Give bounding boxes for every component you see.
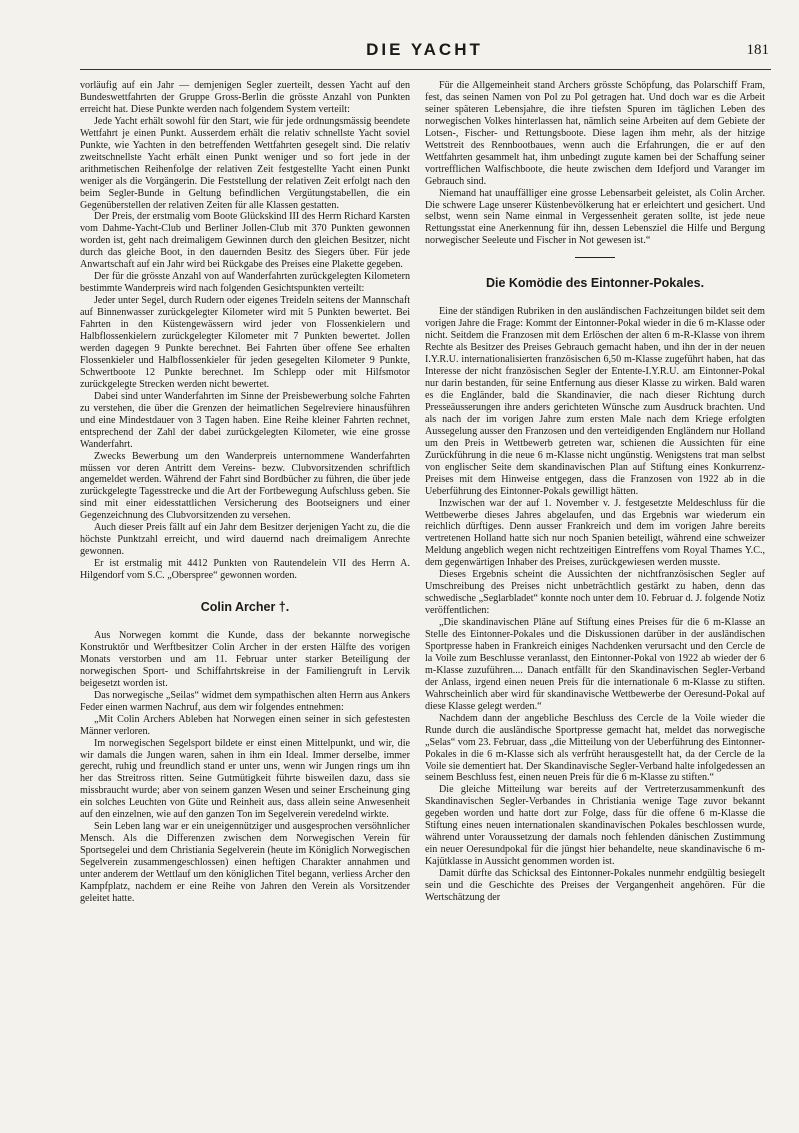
paragraph: Zwecks Bewerbung um den Wanderpreis unternommene Wanderfahrten müssen vor deren Antritt dem Vereins- bezw. Clubvorsitzenden schriftlich angemeldet werden. Während der Fahrt sind Bordbücher zu führen, die über jede zurückgelegte Tagesstrecke und die Art der Fortbewegung Aufschluss geben. Sie sind mit einer eidesstattlichen Versicherung des Bootseigners und einer Gegenzeichnung des Clubvorsitzenden zu versehen.: [80, 450, 410, 522]
paragraph: Das norwegische „Seilas“ widmet dem sympathischen alten Herrn aus Ankers Feder einen warmen Nachruf, aus dem wir folgendes entnehmen:: [80, 689, 410, 713]
page-number: 181: [746, 42, 769, 58]
left-column: [80, 80, 410, 905]
paragraph: Damit dürfte das Schicksal des Eintonner-Pokales nunmehr endgültig besiegelt sein und die Geschichte des Preises der Vergangenheit angehören. Für die Wertschätzung der: [425, 868, 765, 903]
right-column: [425, 80, 765, 904]
journal-title: DIE YACHT: [366, 40, 483, 59]
paragraph: vorläufig auf ein Jahr — demjenigen Segler zuerteilt, dessen Yacht auf den Bundeswettfahrten der Gruppe Gross-Berlin die grösste Anzahl von Punkten erreicht hat. Diese Punkte werden nach folgendem System verteilt:: [80, 80, 410, 115]
paragraph: Der für die grösste Anzahl von auf Wanderfahrten zurückgelegten Kilometern bestimmte Wanderpreis wird nach folgenden Gesichtspunkten verteilt:: [80, 271, 410, 295]
paragraph: Jede Yacht erhält sowohl für den Start, wie für jede ordnungsmässig beendete Wettfahrt je einen Punkt. Ausserdem erhält die relativ schnellste Yacht soviel Punkte, wie Yachten in den betreffenden Wettfahrten gesegelt sind. Die relativ zweitschnellste Yacht erhält einen Punkt weniger und so fort jede in der arithmetischen Reihenfolge der relativen Zeit festgestellte Yacht einen Punkt weniger als die Vorgängerin. Die Feststellung der relativen Zeit erfolgt nach den beim Segler-Bunde in Geltung befindlichen Vergütungstabellen, die ein Gegenüberstellen der relativen Zeiten für alle Klassen gestatten.: [80, 115, 410, 211]
paragraph: Aus Norwegen kommt die Kunde, dass der bekannte norwegische Konstruktör und Werftbesitzer Colin Archer in der ersten Hälfte des vorigen Monats verstorben und am 11. Februar unter starker Beteiligung der norwegischen Sport- und Schiffahrtskreise in der Familiengruft in Lervik beigesetzt worden ist.: [80, 629, 410, 689]
paragraph: Er ist erstmalig mit 4412 Punkten von Rautendelein VII des Herrn A. Hilgendorf vom S.C. „Oberspree“ gewonnen worden.: [80, 558, 410, 582]
paragraph: Dieses Ergebnis scheint die Aussichten der nichtfranzösischen Segler auf Umschreibung des Preises nicht unbeträchtlich gestärkt zu haben, denn das schwedische „Seglarbladet“ konnte noch unter dem 10. Februar d. J. folgende Notiz veröffentlichen:: [425, 569, 765, 617]
page-header: [80, 40, 769, 62]
paragraph: Niemand hat unauffälliger eine grosse Lebensarbeit geleistet, als Colin Archer. Die schwere Lage unserer Küstenbevölkerung hat er erleichtert und gesichert. Und selbst, wenn sein Name einmal in Vergessenheit geraten sollte, ist jede neue Rettungsstat eine Anerkennung für ihn, dessen Lebensziel die Hilfe und Bergung norwegischer Seeleute und Fischer in Not gewesen ist.“: [425, 187, 765, 247]
paragraph: Für die Allgemeinheit stand Archers grösste Schöpfung, das Polarschiff Fram, fest, das seinen Namen von Pol zu Pol getragen hat. Und doch war es die Arbeit seiner späteren Lebensjahre, die ihre tiefsten Spuren im täglichen Leben des norwegischen Volkes hinterlassen hat, nämlich seine Arbeiten auf dem Gebiete der Lotsen-, Fischer- und Rettungsboote. Diese lagen ihm mehr, als der hitzige Wettstreit des Rennbootbaues, wenn auch die Erfahrungen, die er auf den Wettfahrten gesammelt hat, ihm unbedingt zugute kamen bei der Schaffung seiner vortrefflichen Walfischboote, die heute zwischen dem Idefjord und Varanger im Gebrauch sind.: [425, 80, 765, 187]
paragraph: Der Preis, der erstmalig vom Boote Glückskind III des Herrn Richard Karsten vom Dahme-Yacht-Club und Berliner Jollen-Club mit 370 Punkten gewonnen worden ist, geht nach dreimaligem Gewinnen durch den gleichen Besitzer, nicht durch das gleiche Boot, in den dauernden Besitz des Siegers über. Für jede Anwartschaft auf ein Jahr wird bei Rückgabe des Preises eine Plakette gegeben.: [80, 211, 410, 271]
section-heading-eintonner-pokal: Die Komödie des Eintonner-Pokales.: [485, 276, 705, 291]
paragraph: „Mit Colin Archers Ableben hat Norwegen einen seiner in sich gefestesten Männer verloren.: [80, 713, 410, 737]
paragraph: Im norwegischen Segelsport bildete er einst einen Mittelpunkt, und wir, die wir damals die Jungen waren, sahen in ihm ein Ideal. Immer derselbe, immer gerecht, ruhig und freundlich stand er unter uns, wenn wir Jungen rings um ihn her das Streitross ritten. Seine Gutmütigkeit führte bisweilen dazu, dass sie missbraucht wurde; aber von seinem ganzen Wesen und seiner Erscheinung ging ein solches Leuchten von Güte und Reinheit aus, dass allein seine Anwesenheit auf den einzelnen, wie auf den ganzen Ton im Segelverein veredelnd wirkte.: [80, 737, 410, 821]
paragraph: Eine der ständigen Rubriken in den ausländischen Fachzeitungen bildet seit dem vorigen Jahre die Frage: Kommt der Eintonner-Pokal wieder in die 6 m-Klasse oder nicht. Seitdem die Franzosen mit dem Erlöschen der alten 6 m-R-Klasse von ihrem Rechte als Besitzer des Preises Gebrauch gemacht haben, und ihn der in der neuen I.Y.R.U. internationalisierten französischen 6,50 m-Klasse zugeführt haben, hat das Interesse der nicht französischen Segler der Entente-I.Y.R.U. am Eintonner-Pokal nur darin bestanden, für seine Entfernung aus dieser Klasse zu wirken. Bald waren es die Engländer, bald die Skandinavier, die nach dieser Richtung durch Presseäusserungen ihre anders gerichteten Wünsche zum Ausdruck brachten. Und als nach der im vorigen Jahre zum ersten Male nach dem Kriege erfolgten Aussegelung ausser den Franzosen und den verteidigenden Engländern nur Holland um den Preis in Wettbewerb getreten war, schienen die Aussichten für eine Zurückführung in die neue 6 m-Klasse nicht ungünstig. Wenigstens trat man selbst von englischer Seite dem skandinavischen Plan auf Stiftung eines Konkurrenz-Preises mit dem Hinweise entgegen, dass die Franzosen von 1922 ab in die Ueberführung des Eintonner-Pokals gewilligt hätten.: [425, 306, 765, 497]
paragraph: „Die skandinavischen Pläne auf Stiftung eines Preises für die 6 m-Klasse an Stelle des Eintonner-Pokales und die Diskussionen darüber in der ausländischen Sportpresse haben in Frankreich einiges Nachdenken verursacht und den Cercle de la Voile zum Beschlusse veranlasst, den Eintonner-Pokal von 1922 ab wieder der 6 m-Klasse zuzuführen.... Danach entfällt für den Skandinavischen Segler-Verband der Anlass, irgend einen neuen Preis für die internationale 6 m-Klasse zu stiften. Wahrscheinlich aber wird für skandinavische Wettbewerbe der Oeresund-Pokal auf diese Klasse gelegt werden.“: [425, 617, 765, 712]
paragraph: Jeder unter Segel, durch Rudern oder eigenes Treideln seitens der Mannschaft auf Binnenwasser zurückgelegter Kilometer wird mit 5 Punkten bewertet. Bei Fahrten in den Küstengewässern wird jeder von Flossenkielern und Halbflossenkielern zurückgelegter Kilometer mit 7 Punkten bewertet. Jollen werden dagegen 9 Punkte berechnet. Bei Fahrten über offene See erhalten Flossenkieler und Halbflossenkieler für jeden gesegelten Kilometer 9 Punkte, Schwertboote 12 Punkte berechnet. Im Schlepp oder mit Hilfsmotor zurückgelegte Strecken werden nicht bewertet.: [80, 295, 410, 390]
section-heading-colin-archer: Colin Archer †.: [200, 600, 290, 615]
paragraph: Sein Leben lang war er ein uneigennütziger und ausgesprochen versöhnlicher Mensch. Als die Differenzen zwischen dem Norwegischen Verein für Sportsegelei und dem Christiania Segelverein (heute im Königlich Norwegischen Segelverein zusammengeschlossen) einen heftigen Charakter annahmen und unter anderem der Wettlauf um den königlichen Titel begann, verliess Archer den Kampfplatz, nachdem er eine Reihe von Jahren den Verein als Vorsitzender geleitet hatte.: [80, 821, 410, 904]
section-separator: [575, 257, 615, 258]
paragraph: Nachdem dann der angebliche Beschluss des Cercle de la Voile wieder die Runde durch die ausländische Sportpresse gemacht hat, meldet das norwegische „Selas“ vom 23. Februar, dass „die Mitteilung von der Ueberführung des Eintonner-Pokales in die 6 m-Klasse sich als verfrüht herausgestellt hat, da der Cercle de la Voile sie dementiert hat. Der Skandinavische Segler-Verband halte infolgedessen an seinem Beschluss fest, einen neuen Preis für die 6 m-Klasse zu stiften.“: [425, 712, 765, 784]
paragraph: Inzwischen war der auf 1. November v. J. festgesetzte Meldeschluss für die Wettbewerbe dieses Jahres abgelaufen, und das Ergebnis war wiederum ein reichlich dürftiges. Denn ausser Frankreich und dem im vorigen Jahre bereits vertretenen Holland hatte sich nur noch Spanien beteiligt, während eine schweizer Meldung angeblich wegen nicht rechtzeitigen Eintreffens vom Royal Thames Y.C., dem gegenwärtigen Inhaber des Preises, zurückgewiesen werden musste.: [425, 497, 765, 569]
header-rule: [80, 69, 771, 70]
paragraph: Die gleiche Mitteilung war bereits auf der Vertreterzusammenkunft des Skandinavischen Segler-Verbandes in Christiania wenige Tage zuvor bekannt gegeben worden und hatte dort zur Folge, dass für die offene 6 m-Klasse die Stiftung eines neuen internationalen skandinavischen Pokales beschlossen wurde, während unter Voraussetzung der damals noch fehlenden dänischen Zustimmung ein neuer Oeresundpokal für die jüngst hier behandelte, neue skandinavische 6 m-Kajütklasse in Aussicht genommen worden ist.: [425, 784, 765, 868]
paragraph: Dabei sind unter Wanderfahrten im Sinne der Preisbewerbung solche Fahrten zu verstehen, die über die Grenzen der heimatlichen Segelreviere hinausführen und eine Mindestdauer von 3 Tagen haben. Eine Reihe kleiner Fahrten rechnet, entsprechend der Zahl der dabei zurückgelegten Kilometer, wie eine grosse Wanderfahrt.: [80, 390, 410, 450]
paragraph: Auch dieser Preis fällt auf ein Jahr dem Besitzer derjenigen Yacht zu, die die höchste Punktzahl erreicht, und wird dauernd nach dreimaligem Anrechte gewonnen.: [80, 522, 410, 558]
